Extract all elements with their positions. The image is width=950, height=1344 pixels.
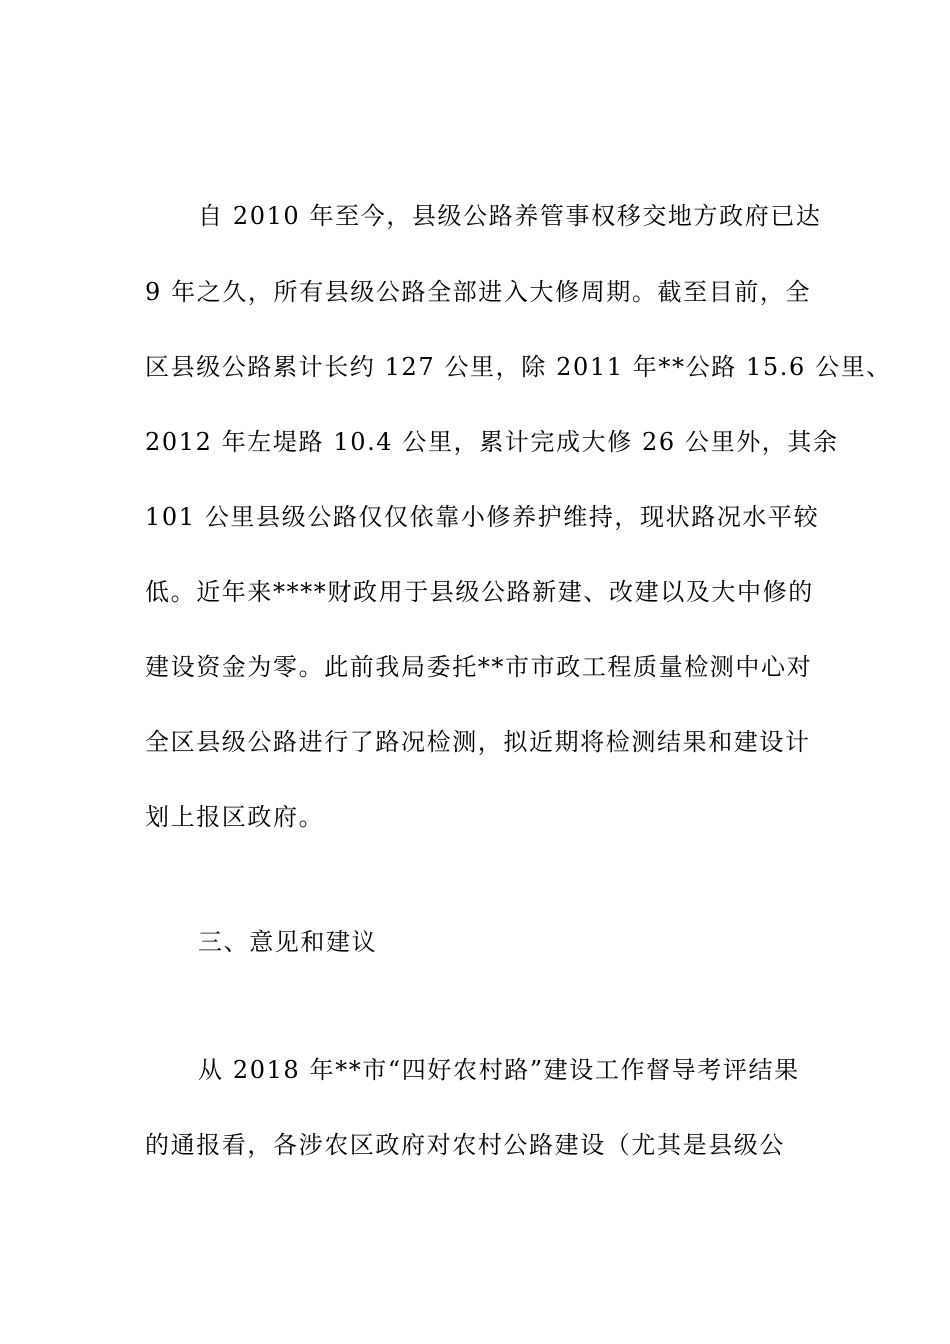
text-line: 2012 年左堤路 10.4 公里，累计完成大修 26 公里外，其余 xyxy=(145,428,839,456)
text-line: 建设资金为零。此前我局委托**市市政工程质量检测中心对 xyxy=(145,653,813,681)
text-line: 从 2018 年**市“四好农村路”建设工作督导考评结果 xyxy=(198,1056,800,1084)
text-line: 的通报看，各涉农区政府对农村公路建设（尤其是县级公 xyxy=(145,1131,785,1159)
text-line: 划上报区政府。 xyxy=(145,803,325,831)
text-line: 低。近年来****财政用于县级公路新建、改建以及大中修的 xyxy=(145,578,814,606)
text-line: 101 公里县级公路仅仅依靠小修养护维持，现状路况水平较 xyxy=(145,503,820,531)
text-line: 自 2010 年至今，县级公路养管事权移交地方政府已达 xyxy=(198,202,822,230)
text-line: 9 年之久，所有县级公路全部进入大修周期。截至目前，全 xyxy=(145,278,812,306)
text-line: 全区县级公路进行了路况检测，拟近期将检测结果和建设计 xyxy=(145,728,811,756)
section-heading: 三、意见和建议 xyxy=(198,928,378,956)
text-line: 区县级公路累计长约 127 公里，除 2011 年**公路 15.6 公里、 xyxy=(145,353,892,381)
